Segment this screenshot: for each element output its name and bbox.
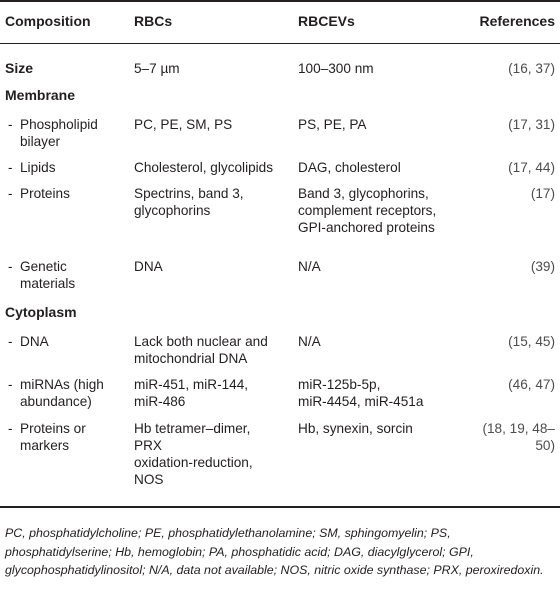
row-item-lipids: Lipids [20, 160, 56, 175]
table-footnote: PC, phosphatidylcholine; PE, phosphatidylethanolamine; SM, sphingomyelin; PS, phosphatidylserine; Hb, hemoglobin; PA, phosphatidic acid; DAG, diacylglycerol; GPI, glycophosphatidylinositol; N/A, data not available; NOS, nitric oxide synthase; PRX, peroxiredoxin. [5, 526, 544, 577]
row-rbcevs: PS, PE, PA [298, 117, 367, 132]
row-refs: (46, 47) [508, 377, 555, 392]
row-refs: (17, 44) [508, 160, 555, 175]
row-rbcevs: miR-125b-5p, miR-4454, miR-451a [298, 377, 424, 409]
section-membrane: Membrane [5, 87, 76, 103]
bottom-rule [0, 506, 560, 508]
header-rbcevs: RBCEVs [298, 13, 355, 29]
row-rbcevs: N/A [298, 334, 321, 349]
top-rule [0, 0, 560, 2]
row-refs: (39) [530, 259, 555, 274]
row-rbcs: PC, PE, SM, PS [134, 117, 233, 132]
header-rbcs: RBCs [134, 13, 173, 29]
row-item-genetic-materials: Genetic materials [20, 259, 76, 291]
row-item-proteins: Proteins [20, 186, 70, 201]
size-rbcs: 5–7 µm [134, 61, 180, 76]
row-dash: - [8, 421, 13, 436]
row-rbcs: Spectrins, band 3, glycophorins [134, 186, 244, 218]
size-refs: (16, 37) [508, 61, 555, 76]
row-refs: (18, 19, 48– 50) [482, 421, 555, 453]
row-item-phospholipid: Phospholipid bilayer [20, 117, 98, 149]
header-references: References [479, 13, 555, 29]
row-dash: - [8, 377, 13, 392]
row-rbcs: Cholesterol, glycolipids [134, 160, 274, 175]
row-refs: (17) [530, 186, 555, 201]
row-rbcevs: DAG, cholesterol [298, 160, 401, 175]
row-refs: (17, 31) [508, 117, 555, 132]
row-rbcs: DNA [134, 259, 163, 274]
row-item-proteins-markers: Proteins or markers [20, 421, 86, 453]
row-rbcevs: Band 3, glycophorins, complement receptors, GPI-anchored proteins [298, 186, 437, 235]
size-rbcevs: 100–300 nm [298, 61, 374, 76]
row-rbcevs: N/A [298, 259, 321, 274]
row-rbcs: Lack both nuclear and mitochondrial DNA [134, 334, 268, 366]
row-dash: - [8, 334, 13, 349]
row-rbcs: Hb tetramer–dimer, PRX oxidation-reduction, NOS [134, 421, 253, 487]
section-cytoplasm: Cytoplasm [5, 304, 77, 320]
size-label: Size [5, 60, 34, 76]
row-dash: - [8, 186, 13, 201]
row-dash: - [8, 259, 13, 274]
row-item-mirnas: miRNAs (high abundance) [20, 377, 104, 409]
row-dash: - [8, 160, 13, 175]
header-composition: Composition [5, 13, 91, 29]
row-item-dna: DNA [20, 334, 49, 349]
row-dash: - [8, 117, 13, 132]
header-rule [0, 43, 560, 44]
row-refs: (15, 45) [508, 334, 555, 349]
row-rbcevs: Hb, synexin, sorcin [298, 421, 413, 436]
row-rbcs: miR-451, miR-144, miR-486 [134, 377, 249, 409]
